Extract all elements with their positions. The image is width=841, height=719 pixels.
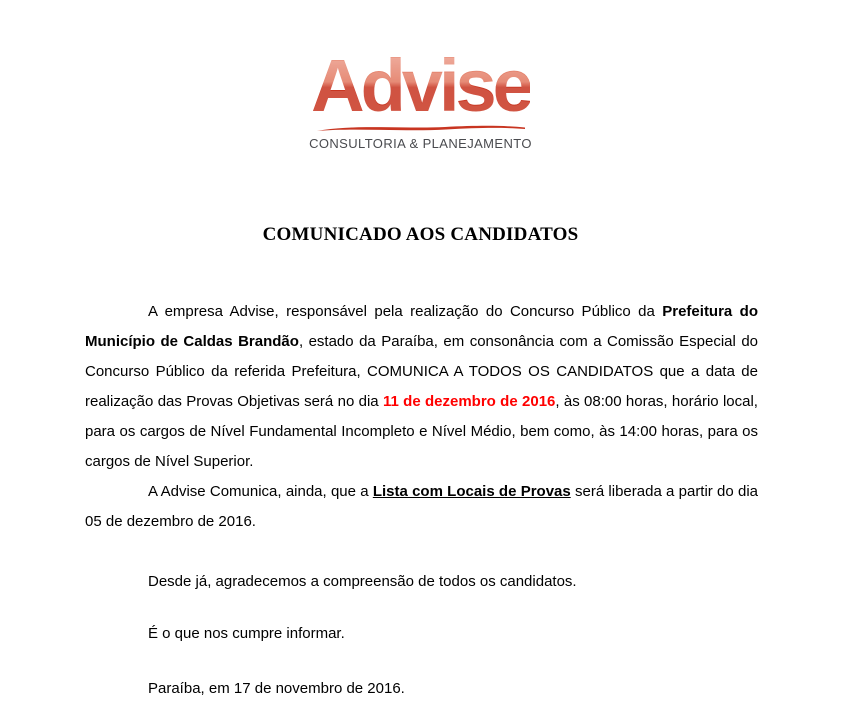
text-segment: Lista com Locais de Provas [372,483,571,501]
text-segment: A empresa Advise, responsável pela realização do Concurso Público da [148,303,663,321]
advise-logo-wordmark: Advise [311,44,530,127]
closing-thanks [85,567,758,597]
text-segment: será liberada a partir do dia 05 de dezembro de 2016. [85,483,759,531]
closing-inform [85,619,758,649]
text-segment: , estado da Paraíba, em consonância com a Comissão Especial do Concurso Público da referida Prefeitura, COMUNICA A TODOS OS CANDIDATOS que a data de realização das Provas Objetivas será no dia [85,333,758,411]
text-segment: Prefeitura do Município de Caldas Brandão [85,303,758,351]
text-segment: Desde já, agradecemos a compreensão de todos os candidatos. [148,573,577,591]
document-title: COMUNICADO AOS CANDIDATOS [262,224,579,246]
text-segment: É o que nos cumpre informar. [148,625,345,643]
document-body [85,297,758,704]
advise-logo [0,0,841,150]
advise-logo-subtitle: CONSULTORIA & PLANEJAMENTO [309,136,532,152]
closing-place-date [85,674,758,704]
text-segment: Paraíba, em 17 de novembro de 2016. [148,680,405,698]
text-segment: 11 de dezembro de 2016 [382,393,556,411]
text-segment: , às 08:00 horas, horário local, para os cargos de Nível Fundamental Incompleto e Nível Médio, bem como, às 14:00 horas, para os cargos de Nível Superior. [85,393,758,471]
text-segment: A Advise Comunica, ainda, que a [148,483,373,501]
paragraph-locations-list [85,477,758,537]
paragraph-announcement [85,297,758,477]
